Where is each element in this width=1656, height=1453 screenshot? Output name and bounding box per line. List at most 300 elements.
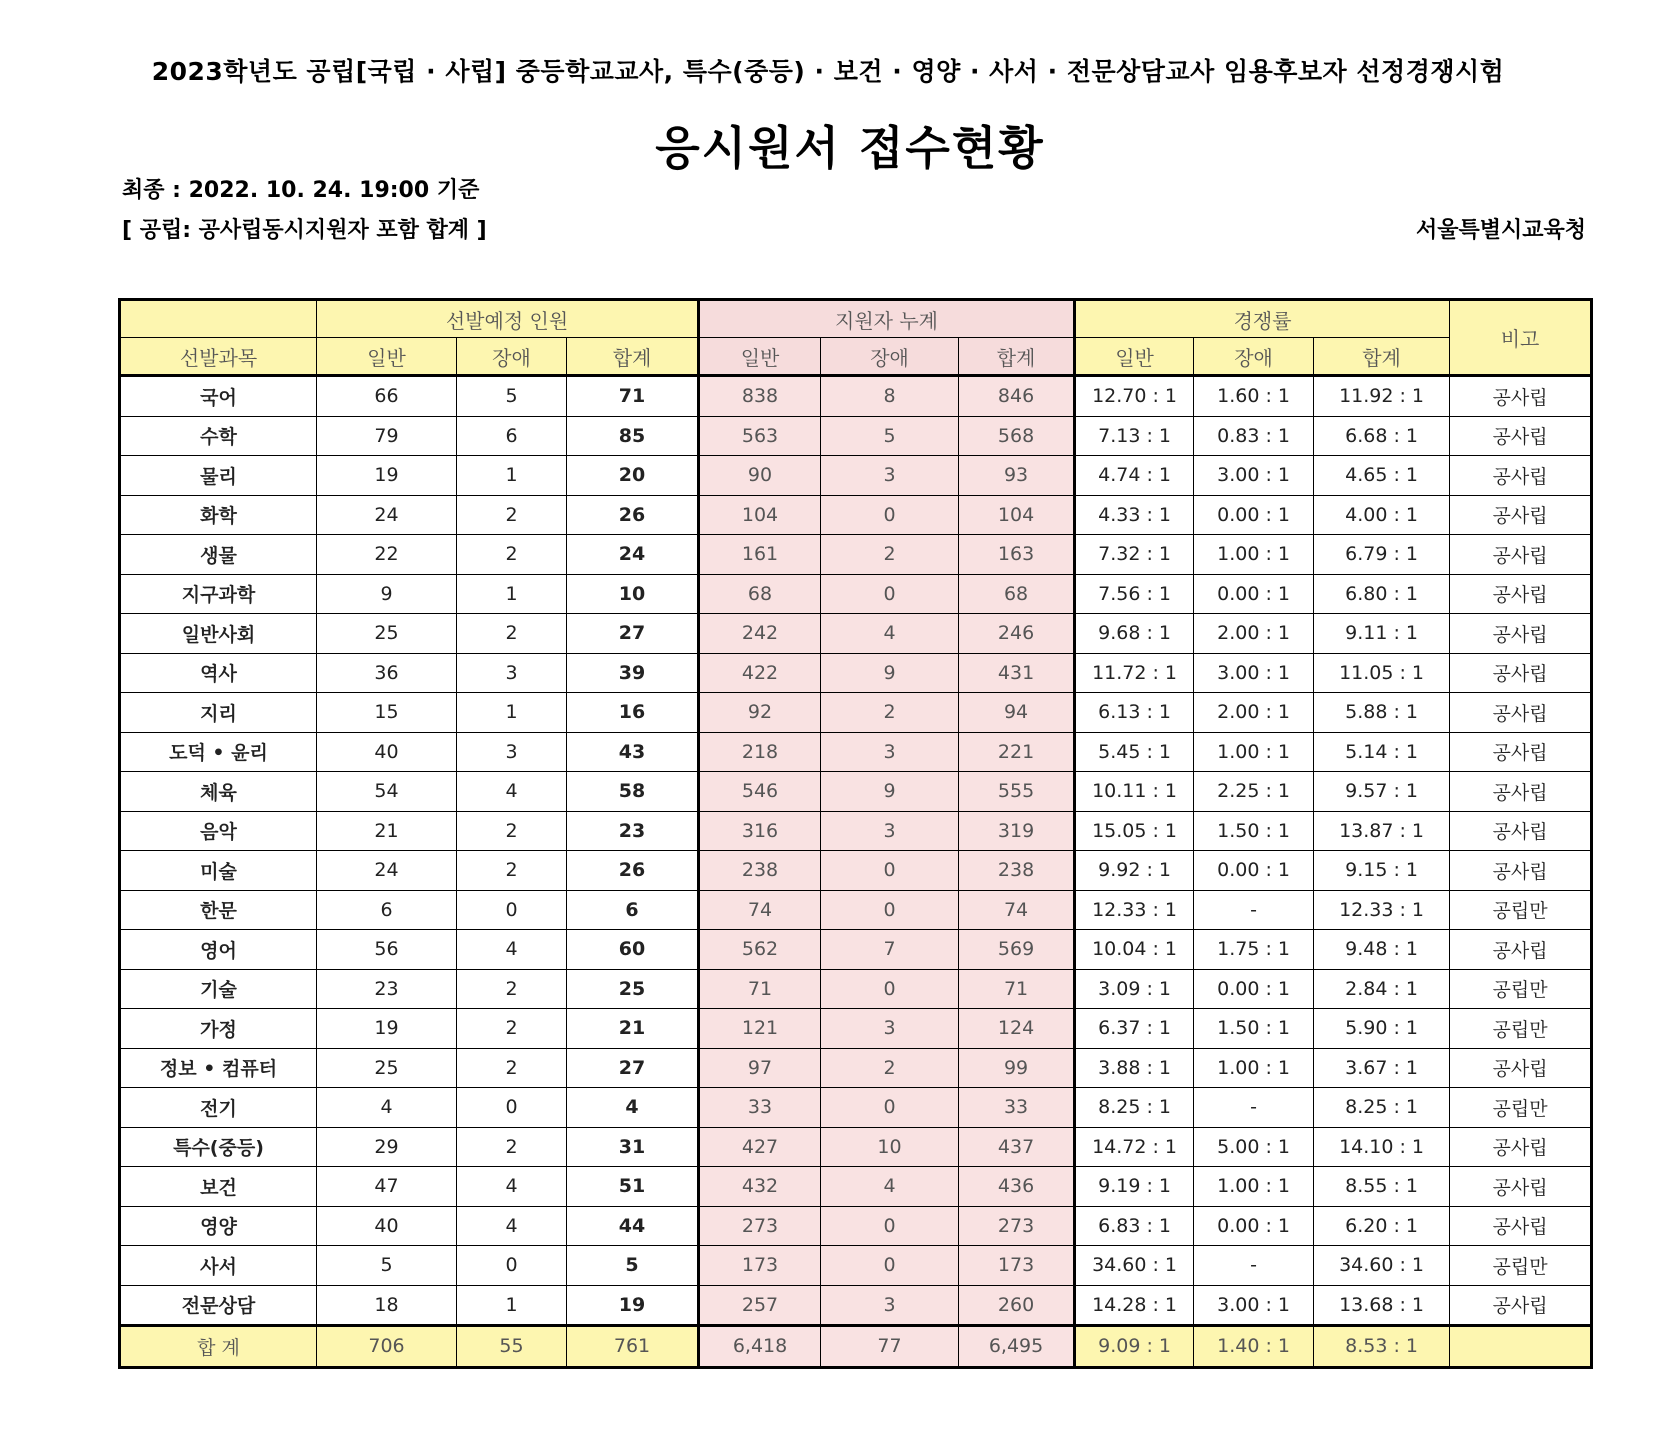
applicants-total-cell: 555	[959, 772, 1075, 812]
rate-general-header: 일반	[1075, 338, 1194, 376]
subject-cell: 일반사회	[120, 614, 317, 654]
remark-cell: 공립만	[1450, 969, 1592, 1009]
subject-cell: 특수(중등)	[120, 1127, 317, 1167]
table-note: [ 공립: 공사립동시지원자 포함 합계 ]	[122, 218, 487, 243]
rate-group-header: 경쟁률	[1075, 300, 1450, 338]
planned-disabled-cell: 3	[457, 653, 567, 693]
planned-general-cell: 54	[317, 772, 457, 812]
applicants-disabled-cell: 0	[821, 574, 959, 614]
applicants-general-cell: 121	[699, 1009, 821, 1049]
rate-total-cell: 34.60 : 1	[1314, 1246, 1450, 1286]
rate-total-cell: 4.00 : 1	[1314, 495, 1450, 535]
planned-general-cell: 22	[317, 535, 457, 575]
subject-group-header	[120, 300, 317, 338]
remark-cell: 공립만	[1450, 1088, 1592, 1128]
rate-total-cell: 11.05 : 1	[1314, 653, 1450, 693]
applicants-total-cell: 93	[959, 456, 1075, 496]
rate-total-cell: 3.67 : 1	[1314, 1048, 1450, 1088]
rate-general-cell: 3.88 : 1	[1075, 1048, 1194, 1088]
applicants-total-cell: 260	[959, 1285, 1075, 1326]
rate-total-cell: 8.25 : 1	[1314, 1088, 1450, 1128]
planned-general-cell: 56	[317, 930, 457, 970]
rate-disabled-cell: 1.50 : 1	[1194, 1009, 1314, 1049]
planned-general-cell: 23	[317, 969, 457, 1009]
rate-general-cell: 14.72 : 1	[1075, 1127, 1194, 1167]
applicants-total-cell: 74	[959, 890, 1075, 930]
applicants-total-cell: 71	[959, 969, 1075, 1009]
basis-date: 최종 : 2022. 10. 24. 19:00 기준	[122, 178, 480, 203]
planned-general-cell: 25	[317, 1048, 457, 1088]
remark-cell: 공사립	[1450, 574, 1592, 614]
applicants-disabled-header: 장애	[821, 338, 959, 376]
rate-total-cell: 5.90 : 1	[1314, 1009, 1450, 1049]
rate-total-cell: 11.92 : 1	[1314, 376, 1450, 417]
subject-cell: 영양	[120, 1206, 317, 1246]
planned-disabled-cell: 4	[457, 1167, 567, 1207]
rate-general-cell: 4.33 : 1	[1075, 495, 1194, 535]
planned-total-cell: 60	[567, 930, 699, 970]
applicants-total-cell: 33	[959, 1088, 1075, 1128]
planned-total-cell: 10	[567, 574, 699, 614]
applicants-total-cell: 273	[959, 1206, 1075, 1246]
rate-disabled-cell: -	[1194, 1088, 1314, 1128]
applicants-disabled-cell: 0	[821, 851, 959, 891]
applicants-total-cell: 436	[959, 1167, 1075, 1207]
planned-general-cell: 24	[317, 851, 457, 891]
planned-general-header: 일반	[317, 338, 457, 376]
applicants-total-cell: 104	[959, 495, 1075, 535]
subject-cell: 정보 • 컴퓨터	[120, 1048, 317, 1088]
rate-disabled-cell: 1.50 : 1	[1194, 811, 1314, 851]
planned-general-cell: 40	[317, 1206, 457, 1246]
remark-cell: 공립만	[1450, 890, 1592, 930]
planned-disabled-cell: 4	[457, 930, 567, 970]
applicants-disabled-cell: 0	[821, 1246, 959, 1286]
rate-general-cell: 14.28 : 1	[1075, 1285, 1194, 1326]
applicants-general-cell: 242	[699, 614, 821, 654]
rate-general-cell: 9.68 : 1	[1075, 614, 1194, 654]
table-row	[120, 416, 1592, 456]
rate-total-cell: 12.33 : 1	[1314, 890, 1450, 930]
rate-general-cell: 9.92 : 1	[1075, 851, 1194, 891]
applicants-disabled-cell: 9	[821, 772, 959, 812]
planned-total-cell: 26	[567, 851, 699, 891]
planned-total-cell: 20	[567, 456, 699, 496]
remark-cell: 공사립	[1450, 614, 1592, 654]
planned-general-cell: 66	[317, 376, 457, 417]
applicants-total-cell: 246	[959, 614, 1075, 654]
remark-header: 비고	[1450, 300, 1592, 376]
planned-total-cell: 31	[567, 1127, 699, 1167]
applicants-disabled-cell: 3	[821, 811, 959, 851]
subject-cell: 영어	[120, 930, 317, 970]
remark-cell: 공사립	[1450, 1206, 1592, 1246]
table-row	[120, 614, 1592, 654]
remark-cell: 공사립	[1450, 1167, 1592, 1207]
rate-total-cell: 6.68 : 1	[1314, 416, 1450, 456]
remark-cell: 공사립	[1450, 851, 1592, 891]
applicants-disabled-cell: 0	[821, 969, 959, 1009]
applicants-general-header: 일반	[699, 338, 821, 376]
rate-total-cell: 9.48 : 1	[1314, 930, 1450, 970]
application-status-table	[118, 298, 1593, 1369]
planned-disabled-cell: 0	[457, 1246, 567, 1286]
table-row	[120, 1048, 1592, 1088]
rate-disabled-header: 장애	[1194, 338, 1314, 376]
table-row	[120, 1206, 1592, 1246]
rate-disabled-cell: 0.00 : 1	[1194, 851, 1314, 891]
planned-general-cell: 19	[317, 1009, 457, 1049]
total-rate-total-cell: 8.53 : 1	[1314, 1326, 1450, 1368]
group-header-row	[120, 300, 1592, 338]
planned-total-cell: 5	[567, 1246, 699, 1286]
applicants-general-cell: 90	[699, 456, 821, 496]
applicants-general-cell: 422	[699, 653, 821, 693]
planned-general-cell: 5	[317, 1246, 457, 1286]
applicants-general-cell: 68	[699, 574, 821, 614]
table-row	[120, 1009, 1592, 1049]
applicants-disabled-cell: 2	[821, 1048, 959, 1088]
planned-disabled-cell: 1	[457, 456, 567, 496]
rate-disabled-cell: 0.00 : 1	[1194, 495, 1314, 535]
planned-general-cell: 4	[317, 1088, 457, 1128]
rate-total-cell: 4.65 : 1	[1314, 456, 1450, 496]
planned-total-cell: 27	[567, 614, 699, 654]
applicants-disabled-cell: 3	[821, 456, 959, 496]
planned-disabled-cell: 1	[457, 1285, 567, 1326]
table-row	[120, 772, 1592, 812]
rate-general-cell: 7.32 : 1	[1075, 535, 1194, 575]
total-remark-cell	[1450, 1326, 1592, 1368]
applicants-disabled-cell: 0	[821, 890, 959, 930]
applicants-general-cell: 71	[699, 969, 821, 1009]
rate-general-cell: 10.04 : 1	[1075, 930, 1194, 970]
planned-disabled-cell: 0	[457, 890, 567, 930]
rate-disabled-cell: 0.00 : 1	[1194, 574, 1314, 614]
subject-cell: 미술	[120, 851, 317, 891]
subject-cell: 생물	[120, 535, 317, 575]
rate-general-cell: 12.70 : 1	[1075, 376, 1194, 417]
total-applicants-disabled-cell: 77	[821, 1326, 959, 1368]
table-row	[120, 1088, 1592, 1128]
total-label-cell: 합 계	[120, 1326, 317, 1368]
applicants-general-cell: 562	[699, 930, 821, 970]
rate-total-cell: 9.11 : 1	[1314, 614, 1450, 654]
rate-general-cell: 8.25 : 1	[1075, 1088, 1194, 1128]
remark-cell: 공사립	[1450, 930, 1592, 970]
applicants-disabled-cell: 2	[821, 693, 959, 733]
remark-cell: 공사립	[1450, 693, 1592, 733]
applicants-disabled-cell: 0	[821, 1206, 959, 1246]
rate-disabled-cell: 1.00 : 1	[1194, 1167, 1314, 1207]
remark-cell: 공사립	[1450, 732, 1592, 772]
rate-disabled-cell: 1.00 : 1	[1194, 535, 1314, 575]
rate-disabled-cell: 3.00 : 1	[1194, 1285, 1314, 1326]
rate-general-cell: 15.05 : 1	[1075, 811, 1194, 851]
applicants-disabled-cell: 2	[821, 535, 959, 575]
rate-total-cell: 9.57 : 1	[1314, 772, 1450, 812]
applicants-general-cell: 257	[699, 1285, 821, 1326]
planned-general-cell: 24	[317, 495, 457, 535]
applicants-disabled-cell: 0	[821, 495, 959, 535]
document-subtitle: 2023학년도 공립[국립 · 사립] 중등학교교사, 특수(중등) · 보건 · 영양 · 사서 · 전문상담교사 임용후보자 선정경쟁시험	[151, 57, 1505, 86]
planned-general-cell: 40	[317, 732, 457, 772]
planned-total-cell: 27	[567, 1048, 699, 1088]
subject-cell: 체육	[120, 772, 317, 812]
subject-cell: 지리	[120, 693, 317, 733]
rate-total-header: 합계	[1314, 338, 1450, 376]
applicants-total-cell: 99	[959, 1048, 1075, 1088]
applicants-general-cell: 218	[699, 732, 821, 772]
rate-disabled-cell: 2.00 : 1	[1194, 693, 1314, 733]
applicants-general-cell: 33	[699, 1088, 821, 1128]
planned-disabled-cell: 2	[457, 1009, 567, 1049]
remark-cell: 공사립	[1450, 1285, 1592, 1326]
table-row	[120, 930, 1592, 970]
planned-total-cell: 26	[567, 495, 699, 535]
applicants-disabled-cell: 0	[821, 1088, 959, 1128]
rate-disabled-cell: 2.25 : 1	[1194, 772, 1314, 812]
remark-cell: 공사립	[1450, 495, 1592, 535]
planned-group-header: 선발예정 인원	[317, 300, 699, 338]
planned-disabled-cell: 5	[457, 376, 567, 417]
applicants-disabled-cell: 3	[821, 1285, 959, 1326]
rate-disabled-cell: 1.00 : 1	[1194, 732, 1314, 772]
applicants-general-cell: 238	[699, 851, 821, 891]
rate-general-cell: 6.83 : 1	[1075, 1206, 1194, 1246]
applicants-general-cell: 74	[699, 890, 821, 930]
rate-disabled-cell: 3.00 : 1	[1194, 456, 1314, 496]
planned-total-cell: 58	[567, 772, 699, 812]
planned-disabled-cell: 4	[457, 772, 567, 812]
applicants-total-cell: 238	[959, 851, 1075, 891]
rate-disabled-cell: 2.00 : 1	[1194, 614, 1314, 654]
rate-disabled-cell: -	[1194, 1246, 1314, 1286]
planned-total-cell: 71	[567, 376, 699, 417]
total-rate-disabled-cell: 1.40 : 1	[1194, 1326, 1314, 1368]
subject-cell: 국어	[120, 376, 317, 417]
planned-disabled-cell: 2	[457, 495, 567, 535]
planned-total-cell: 23	[567, 811, 699, 851]
applicants-general-cell: 546	[699, 772, 821, 812]
applicants-disabled-cell: 10	[821, 1127, 959, 1167]
total-planned-total-cell: 761	[567, 1326, 699, 1368]
rate-general-cell: 11.72 : 1	[1075, 653, 1194, 693]
subject-cell: 지구과학	[120, 574, 317, 614]
remark-cell: 공사립	[1450, 535, 1592, 575]
rate-total-cell: 13.68 : 1	[1314, 1285, 1450, 1326]
planned-total-cell: 6	[567, 890, 699, 930]
planned-general-cell: 6	[317, 890, 457, 930]
planned-total-header: 합계	[567, 338, 699, 376]
applicants-total-cell: 437	[959, 1127, 1075, 1167]
applicants-total-cell: 568	[959, 416, 1075, 456]
rate-general-cell: 7.13 : 1	[1075, 416, 1194, 456]
planned-disabled-cell: 1	[457, 693, 567, 733]
table-row	[120, 535, 1592, 575]
applicants-disabled-cell: 4	[821, 614, 959, 654]
applicants-total-cell: 94	[959, 693, 1075, 733]
rate-disabled-cell: 3.00 : 1	[1194, 653, 1314, 693]
applicants-total-cell: 173	[959, 1246, 1075, 1286]
applicants-general-cell: 92	[699, 693, 821, 733]
applicants-disabled-cell: 5	[821, 416, 959, 456]
planned-general-cell: 79	[317, 416, 457, 456]
planned-general-cell: 36	[317, 653, 457, 693]
rate-general-cell: 10.11 : 1	[1075, 772, 1194, 812]
subject-cell: 화학	[120, 495, 317, 535]
applicants-total-cell: 163	[959, 535, 1075, 575]
planned-total-cell: 39	[567, 653, 699, 693]
document-title: 응시원서 접수현황	[655, 121, 1045, 175]
total-applicants-general-cell: 6,418	[699, 1326, 821, 1368]
subject-cell: 물리	[120, 456, 317, 496]
applicants-general-cell: 427	[699, 1127, 821, 1167]
applicants-general-cell: 273	[699, 1206, 821, 1246]
table-row	[120, 1167, 1592, 1207]
rate-disabled-cell: 1.00 : 1	[1194, 1048, 1314, 1088]
planned-total-cell: 25	[567, 969, 699, 1009]
applicants-disabled-cell: 7	[821, 930, 959, 970]
rate-total-cell: 14.10 : 1	[1314, 1127, 1450, 1167]
planned-total-cell: 44	[567, 1206, 699, 1246]
applicants-total-cell: 846	[959, 376, 1075, 417]
applicants-total-header: 합계	[959, 338, 1075, 376]
planned-total-cell: 24	[567, 535, 699, 575]
table-body	[120, 376, 1592, 1368]
subject-cell: 전문상담	[120, 1285, 317, 1326]
rate-total-cell: 6.20 : 1	[1314, 1206, 1450, 1246]
planned-general-cell: 15	[317, 693, 457, 733]
planned-total-cell: 21	[567, 1009, 699, 1049]
planned-disabled-cell: 4	[457, 1206, 567, 1246]
planned-general-cell: 47	[317, 1167, 457, 1207]
remark-cell: 공립만	[1450, 1009, 1592, 1049]
planned-total-cell: 85	[567, 416, 699, 456]
applicants-total-cell: 431	[959, 653, 1075, 693]
subject-cell: 기술	[120, 969, 317, 1009]
planned-disabled-cell: 3	[457, 732, 567, 772]
rate-disabled-cell: 0.00 : 1	[1194, 969, 1314, 1009]
applicants-general-cell: 838	[699, 376, 821, 417]
planned-disabled-cell: 1	[457, 574, 567, 614]
planned-general-cell: 25	[317, 614, 457, 654]
applicants-general-cell: 97	[699, 1048, 821, 1088]
remark-cell: 공사립	[1450, 376, 1592, 417]
table-row	[120, 574, 1592, 614]
subject-cell: 한문	[120, 890, 317, 930]
planned-general-cell: 29	[317, 1127, 457, 1167]
rate-general-cell: 5.45 : 1	[1075, 732, 1194, 772]
rate-total-cell: 13.87 : 1	[1314, 811, 1450, 851]
planned-general-cell: 18	[317, 1285, 457, 1326]
planned-total-cell: 4	[567, 1088, 699, 1128]
rate-total-cell: 6.80 : 1	[1314, 574, 1450, 614]
table-row	[120, 851, 1592, 891]
applicants-disabled-cell: 9	[821, 653, 959, 693]
table-row	[120, 1246, 1592, 1286]
applicants-disabled-cell: 8	[821, 376, 959, 417]
applicants-total-cell: 569	[959, 930, 1075, 970]
total-row	[120, 1326, 1592, 1368]
subject-cell: 전기	[120, 1088, 317, 1128]
subject-header: 선발과목	[120, 338, 317, 376]
rate-total-cell: 5.14 : 1	[1314, 732, 1450, 772]
total-rate-general-cell: 9.09 : 1	[1075, 1326, 1194, 1368]
subject-cell: 역사	[120, 653, 317, 693]
planned-disabled-cell: 2	[457, 851, 567, 891]
applicants-total-cell: 319	[959, 811, 1075, 851]
subject-cell: 사서	[120, 1246, 317, 1286]
remark-cell: 공사립	[1450, 1048, 1592, 1088]
applicants-general-cell: 316	[699, 811, 821, 851]
rate-general-cell: 6.13 : 1	[1075, 693, 1194, 733]
subject-cell: 도덕 • 윤리	[120, 732, 317, 772]
planned-disabled-cell: 2	[457, 1127, 567, 1167]
planned-disabled-cell: 2	[457, 535, 567, 575]
total-planned-general-cell: 706	[317, 1326, 457, 1368]
table-row	[120, 890, 1592, 930]
remark-cell: 공사립	[1450, 811, 1592, 851]
planned-disabled-cell: 2	[457, 811, 567, 851]
applicants-disabled-cell: 4	[821, 1167, 959, 1207]
issuing-organization: 서울특별시교육청	[1415, 218, 1586, 243]
rate-disabled-cell: 5.00 : 1	[1194, 1127, 1314, 1167]
remark-cell: 공립만	[1450, 1246, 1592, 1286]
rate-disabled-cell: 1.60 : 1	[1194, 376, 1314, 417]
table-row	[120, 732, 1592, 772]
rate-total-cell: 2.84 : 1	[1314, 969, 1450, 1009]
applicants-total-cell: 68	[959, 574, 1075, 614]
rate-general-cell: 9.19 : 1	[1075, 1167, 1194, 1207]
applicants-group-header: 지원자 누계	[699, 300, 1075, 338]
planned-general-cell: 19	[317, 456, 457, 496]
table-row	[120, 653, 1592, 693]
remark-cell: 공사립	[1450, 456, 1592, 496]
subject-cell: 보건	[120, 1167, 317, 1207]
remark-cell: 공사립	[1450, 772, 1592, 812]
table-row	[120, 693, 1592, 733]
rate-disabled-cell: 1.75 : 1	[1194, 930, 1314, 970]
table-row	[120, 811, 1592, 851]
rate-total-cell: 8.55 : 1	[1314, 1167, 1450, 1207]
remark-cell: 공사립	[1450, 653, 1592, 693]
subject-cell: 수학	[120, 416, 317, 456]
applicants-general-cell: 104	[699, 495, 821, 535]
applicants-disabled-cell: 3	[821, 1009, 959, 1049]
planned-disabled-cell: 6	[457, 416, 567, 456]
applicants-general-cell: 161	[699, 535, 821, 575]
planned-disabled-cell: 2	[457, 614, 567, 654]
rate-general-cell: 34.60 : 1	[1075, 1246, 1194, 1286]
table-row	[120, 969, 1592, 1009]
remark-cell: 공사립	[1450, 416, 1592, 456]
planned-disabled-cell: 0	[457, 1088, 567, 1128]
subject-cell: 가정	[120, 1009, 317, 1049]
rate-total-cell: 5.88 : 1	[1314, 693, 1450, 733]
applicants-general-cell: 432	[699, 1167, 821, 1207]
table-row	[120, 1285, 1592, 1326]
rate-general-cell: 3.09 : 1	[1075, 969, 1194, 1009]
rate-disabled-cell: 0.83 : 1	[1194, 416, 1314, 456]
table-row	[120, 1127, 1592, 1167]
planned-total-cell: 16	[567, 693, 699, 733]
total-planned-disabled-cell: 55	[457, 1326, 567, 1368]
planned-total-cell: 51	[567, 1167, 699, 1207]
applicants-total-cell: 124	[959, 1009, 1075, 1049]
subject-cell: 음악	[120, 811, 317, 851]
planned-total-cell: 19	[567, 1285, 699, 1326]
